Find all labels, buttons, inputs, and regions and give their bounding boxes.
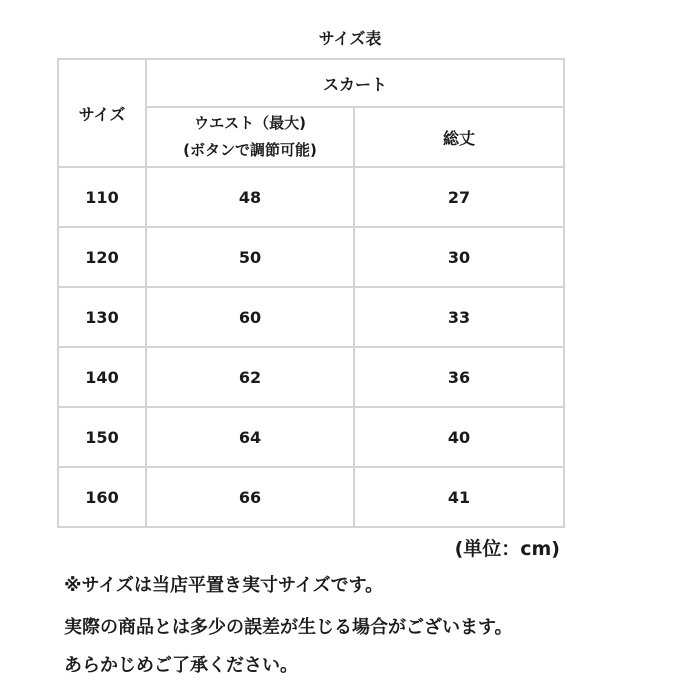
cell-length: 40 <box>354 407 564 467</box>
cell-length: 36 <box>354 347 564 407</box>
header-skirt: スカート <box>146 59 564 107</box>
table-row <box>58 287 564 347</box>
header-length: 総丈 <box>354 107 564 167</box>
cell-size: 160 <box>58 467 146 527</box>
cell-length: 27 <box>354 167 564 227</box>
header-waist <box>146 107 354 167</box>
cell-size: 140 <box>58 347 146 407</box>
cell-waist: 50 <box>146 227 354 287</box>
note-line: あらかじめご了承ください。 <box>64 655 298 676</box>
cell-waist: 64 <box>146 407 354 467</box>
table-row <box>58 467 564 527</box>
cell-length: 30 <box>354 227 564 287</box>
page-title: サイズ表 <box>318 29 382 48</box>
cell-waist: 62 <box>146 347 354 407</box>
cell-length: 41 <box>354 467 564 527</box>
note-line: ※サイズは当店平置き実寸サイズです。 <box>64 575 384 596</box>
cell-waist: 66 <box>146 467 354 527</box>
unit-label: (単位：cm) <box>454 538 560 560</box>
cell-waist: 60 <box>146 287 354 347</box>
header-size: サイズ <box>58 59 146 167</box>
table-row <box>58 347 564 407</box>
cell-size: 130 <box>58 287 146 347</box>
cell-size: 120 <box>58 227 146 287</box>
cell-length: 33 <box>354 287 564 347</box>
cell-size: 150 <box>58 407 146 467</box>
table-row <box>58 227 564 287</box>
size-table <box>57 58 565 528</box>
cell-size: 110 <box>58 167 146 227</box>
table-row <box>58 167 564 227</box>
table-row <box>58 407 564 467</box>
header-waist-line2: (ボタンで調節可能) <box>183 141 317 159</box>
cell-waist: 48 <box>146 167 354 227</box>
table-header-row <box>58 59 564 107</box>
note-line: 実際の商品とは多少の誤差が生じる場合がございます。 <box>64 617 513 638</box>
header-waist-line1: ウエスト（最大) <box>194 114 306 132</box>
